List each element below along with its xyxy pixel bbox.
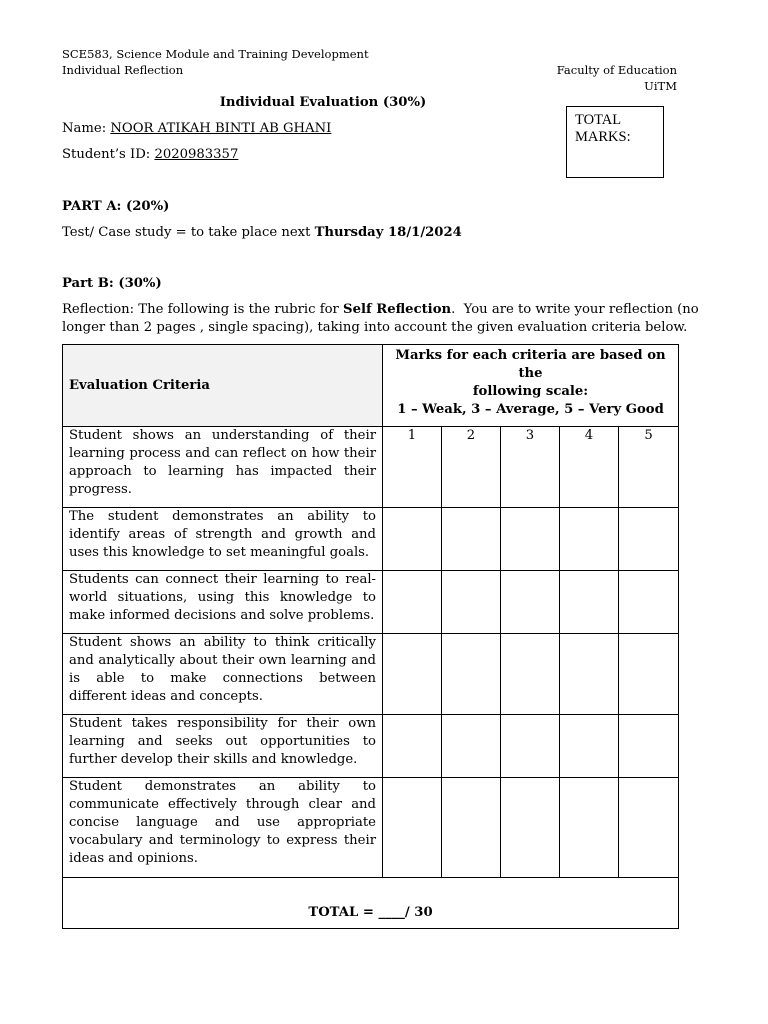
criterion-3: Students can connect their learning to real-world situations, using this knowledge to make informed decisions and solve problems. [63,571,383,634]
criterion-4: Student shows an ability to think critically and analytically about their own learning and is able to make connections between different ideas and concepts. [63,634,383,715]
rubric-total-row [63,878,679,929]
scale-label-1: 1 [383,427,442,508]
instructions-text: Reflection: The following is the rubric for [62,302,344,317]
mark-cell [383,634,442,715]
student-name-line [62,120,331,138]
mark-cell [619,508,679,571]
part-b-heading: Part B: (30%) [62,276,162,291]
rubric-row [63,571,679,634]
mark-cell [619,778,679,878]
criterion-2: The student demonstrates an ability to identify areas of strength and growth and uses this knowledge to set meaningful goals. [63,508,383,571]
criterion-6: Student demonstrates an ability to communicate effectively through clear and concise language and use appropriate vocabulary and terminology to express their ideas and opinions. [63,778,383,878]
mark-cell [501,571,560,634]
part-a-description: Test/ Case study = to take place next [62,225,315,240]
criterion-5: Student takes responsibility for their own learning and seeks out opportunities to further develop their skills and knowledge. [63,715,383,778]
mark-cell [560,778,619,878]
instructions-text-cont: . You are to write your reflection (no [451,302,699,317]
mark-cell [501,508,560,571]
name-label: Name: [62,121,111,136]
rubric-row [63,715,679,778]
criterion-1: Student shows an understanding of their learning process and can reflect on how their approach to learning has impacted their progress. [63,427,383,508]
scale-label-4: 4 [560,427,619,508]
scale-header-line-3: 1 – Weak, 3 – Average, 5 – Very Good [397,402,664,417]
self-reflection-label: Self Reflection [343,302,452,317]
part-a-text [62,224,462,242]
scale-label-2: 2 [442,427,501,508]
mark-cell [501,778,560,878]
student-id-line [62,146,238,164]
mark-cell [442,571,501,634]
rubric-row [63,634,679,715]
mark-cell [383,778,442,878]
mark-cell [501,634,560,715]
total-marks-box [566,106,664,178]
course-title: SCE583, Science Module and Training Development [62,47,369,61]
mark-cell [560,571,619,634]
faculty-name: Faculty of Education UiTM [556,63,677,93]
mark-cell [501,715,560,778]
rubric-header-row [63,345,679,427]
mark-cell [442,508,501,571]
criteria-header: Evaluation Criteria [63,345,383,427]
student-name: NOOR ATIKAH BINTI AB GHANI [110,121,332,136]
mark-cell [619,634,679,715]
mark-cell [442,715,501,778]
part-b-instructions-line2: longer than 2 pages , single spacing), taking into account the given evaluation criteria below. [62,320,688,335]
test-date: Thursday 18/1/2024 [314,225,462,240]
scale-header [383,345,679,427]
rubric-table [62,344,679,929]
total-score: TOTAL = ____/ 30 [63,878,679,929]
rubric-row [63,508,679,571]
mark-cell [383,715,442,778]
mark-cell [383,508,442,571]
mark-cell [560,634,619,715]
scale-label-3: 3 [501,427,560,508]
mark-cell [442,634,501,715]
rubric-row [63,427,679,508]
mark-cell [619,715,679,778]
mark-cell [442,778,501,878]
part-b-instructions-line1 [62,301,699,319]
scale-header-line-2: following scale: [472,384,589,399]
page-title: Individual Evaluation (30%) [219,95,427,110]
mark-cell [560,715,619,778]
mark-cell [560,508,619,571]
id-label: Student’s ID: [62,147,155,162]
part-a-heading: PART A: (20%) [62,199,170,214]
document-type: Individual Reflection [62,63,184,77]
mark-cell [383,571,442,634]
mark-cell [619,571,679,634]
rubric-row [63,778,679,878]
student-id: 2020983357 [154,147,239,162]
total-marks-label-1: TOTAL [575,112,622,128]
total-marks-label-2: MARKS: [575,129,631,145]
scale-header-line-1: Marks for each criteria are based on the [395,348,666,381]
scale-label-5: 5 [619,427,679,508]
